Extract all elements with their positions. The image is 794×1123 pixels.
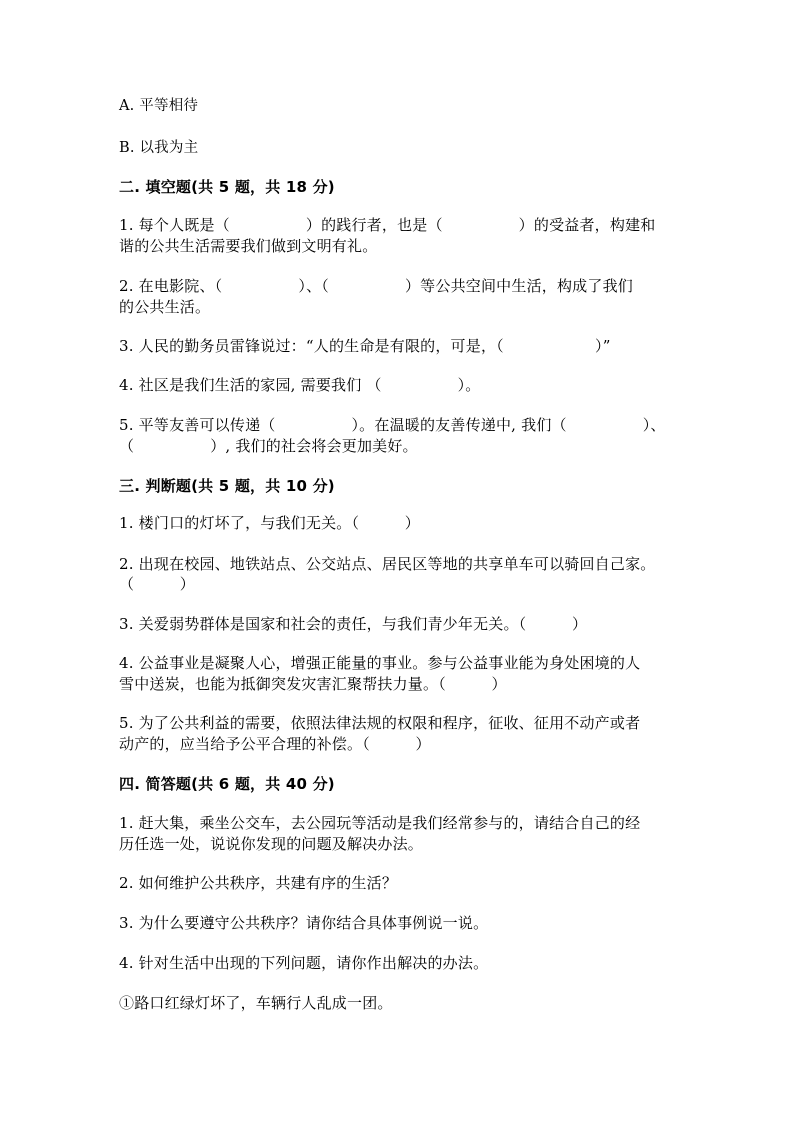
short-answer-q1-line1: 1. 赶大集，乘坐公交车，去公园玩等活动是我们经常参与的，请结合自己的经: [119, 814, 641, 832]
true-false-q5-line2: 动产的，应当给予公平合理的补偿。（ ）: [119, 735, 431, 753]
fill-blank-q1-line1: 1. 每个人既是（ ）的践行者，也是（ ）的受益者，构建和: [119, 216, 656, 234]
section-heading-true-false: 三. 判断题(共 5 题，共 10 分): [119, 477, 335, 495]
option-a: A. 平等相待: [119, 98, 199, 114]
true-false-q5-line1: 5. 为了公共利益的需要，依照法律法规的权限和程序，征收、征用不动产或者: [119, 714, 641, 732]
fill-blank-q2-line2: 的公共生活。: [119, 298, 211, 316]
true-false-q1: 1. 楼门口的灯坏了，与我们无关。（ ）: [119, 514, 420, 532]
fill-blank-q3: 3. 人民的勤务员雷锋说过：“人的生命是有限的，可是，（ ）”: [119, 337, 611, 355]
true-false-q2-line2: （ ）: [119, 575, 196, 593]
fill-blank-q4: 4. 社区是我们生活的家园, 需要我们 （ ）。: [119, 376, 481, 394]
short-answer-q4-item1: ①路口红绿灯坏了，车辆行人乱成一团。: [119, 994, 393, 1012]
fill-blank-q2-line1: 2. 在电影院、（ ）、（ ）等公共空间中生活，构成了我们: [119, 277, 633, 295]
short-answer-q1-line2: 历任选一处，说说你发现的问题及解决办法。: [119, 835, 424, 853]
section-heading-fill-blank: 二. 填空题(共 5 题，共 18 分): [119, 178, 335, 196]
fill-blank-q5-line1: 5. 平等友善可以传递（ ）。在温暖的友善传递中, 我们（ ）、: [119, 416, 666, 434]
short-answer-q2: 2. 如何维护公共秩序，共建有序的生活？: [119, 874, 398, 892]
true-false-q4-line1: 4. 公益事业是凝聚人心，增强正能量的事业。参与公益事业能为身处困境的人: [119, 654, 641, 672]
short-answer-q3: 3. 为什么要遵守公共秩序？请你结合具体事例说一说。: [119, 914, 489, 932]
true-false-q2-line1: 2. 出现在校园、地铁站点、公交站点、居民区等地的共享单车可以骑回自己家。: [119, 555, 656, 573]
section-heading-short-answer: 四. 简答题(共 6 题，共 40 分): [119, 775, 335, 793]
true-false-q4-line2: 雪中送炭，也能为抵御突发灾害汇聚帮扶力量。（ ）: [119, 675, 507, 693]
option-b: B. 以我为主: [119, 140, 199, 156]
fill-blank-q1-line2: 谐的公共生活需要我们做到文明有礼。: [119, 237, 378, 255]
short-answer-q4: 4. 针对生活中出现的下列问题，请你作出解决的办法。: [119, 954, 489, 972]
true-false-q3: 3. 关爱弱势群体是国家和社会的责任，与我们青少年无关。（ ）: [119, 615, 588, 633]
fill-blank-q5-line2: （ ）, 我们的社会将会更加美好。: [119, 437, 418, 455]
